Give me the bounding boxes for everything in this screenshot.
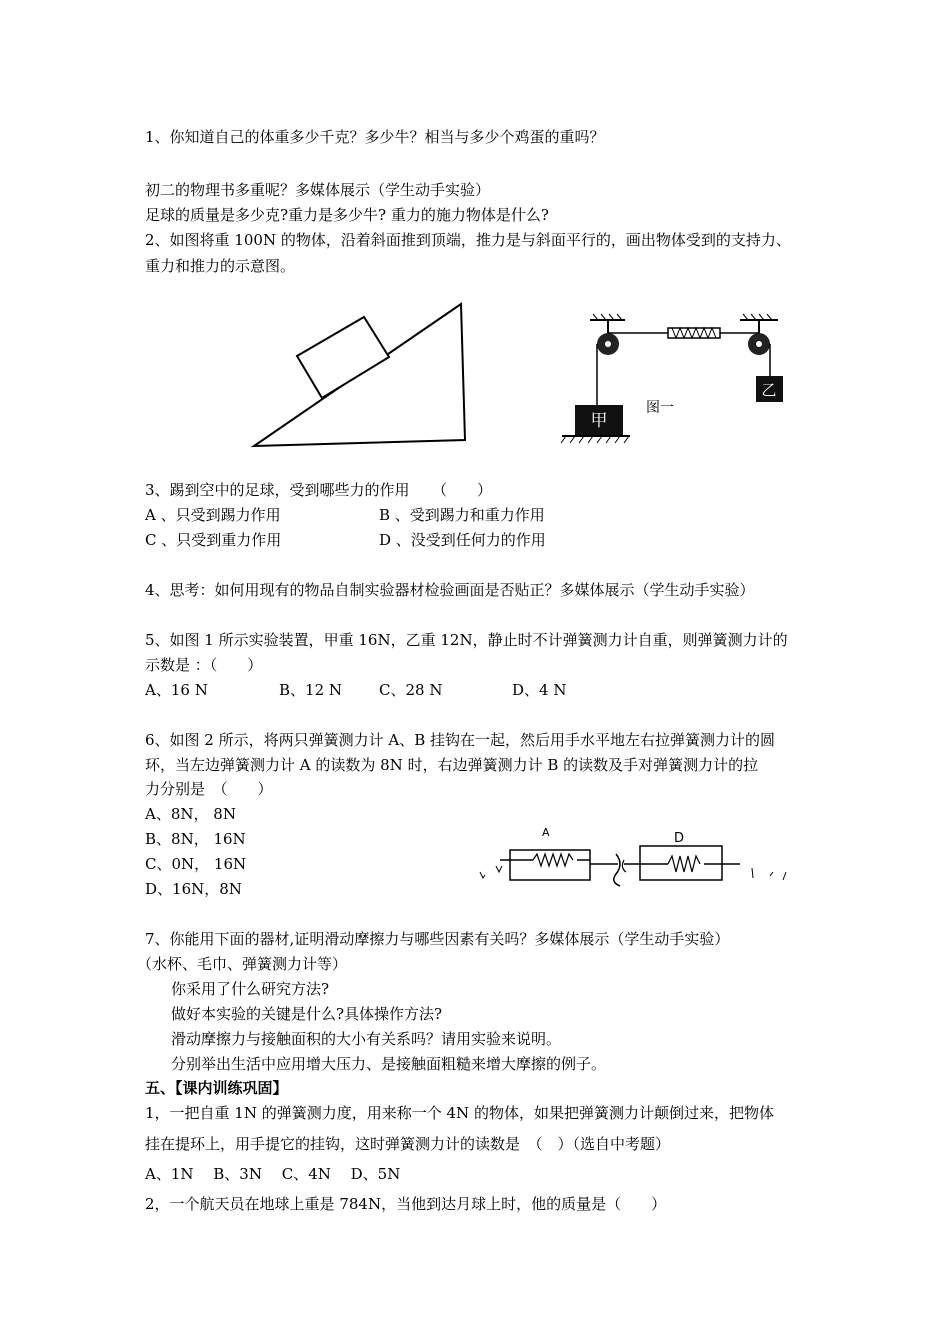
paragraph-physics-book: 初二的物理书多重呢？多媒体展示（学生动手实验） — [145, 181, 491, 199]
spring-scales-figure — [478, 820, 793, 890]
question-6-option-a: A、8N， 8N — [145, 805, 236, 823]
question-7-line-1: 7、你能用下面的器材,证明滑动摩擦力与哪些因素有关吗？多媒体展示（学生动手实验） — [145, 930, 730, 948]
training-1-line-1: 1，一把自重 1N 的弹簧测力度，用来称一个 4N 的物体，如果把弹簧测力计颠倒过来，把物体 — [145, 1104, 774, 1122]
block-jia-label: 甲 — [590, 411, 608, 431]
question-7-sub-3: 滑动摩擦力与接触面积的大小有关系吗？请用实验来说明。 — [171, 1030, 562, 1048]
question-5-line-2: 示数是 ：（ ） — [145, 656, 263, 674]
question-6-line-2: 环，当左边弹簧测力计 A 的读数为 8N 时，右边弹簧测力计 B 的读数及手对弹簧测力计的拉 — [145, 756, 759, 774]
question-6-option-b: B、8N， 16N — [145, 830, 246, 848]
spring-scale-a — [510, 850, 590, 880]
ceiling-left — [590, 314, 625, 334]
question-5-option-b: B、12 N — [279, 681, 343, 699]
training-2: 2，一个航天员在地球上重是 784N，当他到达月球上时，他的质量是（ ） — [145, 1195, 667, 1213]
scale-a-tag: A — [542, 826, 550, 839]
question-5-option-d: D、4 N — [512, 681, 567, 699]
pulley-figure — [560, 310, 800, 450]
scale-b-tag: D — [674, 831, 685, 846]
question-2-line-1: 2、如图将重 100N 的物体，沿着斜面推到顶端，推力是与斜面平行的，画出物体受到的支持力、 — [145, 231, 791, 249]
paragraph-football: 足球的质量是多少克?重力是多少牛? 重力的施力物体是什么? — [145, 206, 549, 224]
question-5-line-1: 5、如图 1 所示实验装置，甲重 16N，乙重 12N，静止时不计弹簧测力计自重，则弹簧测力计的 — [145, 631, 788, 649]
block-yi-label: 乙 — [761, 381, 777, 399]
question-7-line-2: （水杯、毛巾、弹簧测力计等） — [137, 955, 348, 973]
question-6-option-c: C、0N， 16N — [145, 855, 247, 873]
question-7-sub-2: 做好本实验的关键是什么?具体操作方法? — [171, 1005, 443, 1023]
ceiling-right — [740, 314, 778, 334]
question-3-option-d: D 、没受到任何力的作用 — [379, 531, 546, 549]
section-5-heading: 五、【课内训练巩固】 — [145, 1079, 288, 1097]
question-2-line-2: 重力和推力的示意图。 — [145, 257, 296, 275]
question-6-line-1: 6、如图 2 所示，将两只弹簧测力计 A、B 挂钩在一起，然后用手水平地左右拉弹簧测力计的圆 — [145, 731, 776, 749]
question-5-option-a: A、16 N — [145, 681, 208, 699]
incline-figure — [240, 295, 480, 455]
question-5-option-c: C、28 N — [379, 681, 443, 699]
training-1-line-2: 挂在提环上，用手提它的挂钩，这时弹簧测力计的读数是 （ ）（选自中考题） — [145, 1135, 671, 1153]
spring-scale-b — [640, 846, 722, 880]
question-6-line-3: 力分别是 （ ） — [145, 780, 273, 798]
training-1-options: A、1N B、3N C、4N D、5N — [145, 1165, 401, 1183]
question-3-option-c: C 、只受到重力作用 — [145, 531, 282, 549]
block-on-incline — [297, 317, 389, 398]
question-4: 4、思考：如何用现有的物品自制实验器材检验画面是否贴正？多媒体展示（学生动手实验） — [145, 581, 755, 599]
figure-1-caption: 图一 — [646, 400, 674, 416]
question-3-option-b: B 、受到踢力和重力作用 — [379, 506, 545, 524]
question-6-option-d: D、16N，8N — [145, 880, 242, 898]
question-7-sub-1: 你采用了什么研究方法? — [171, 980, 330, 998]
question-1: 1、你知道自己的体重多少千克？多少牛？相当与多少个鸡蛋的重吗？ — [145, 128, 605, 146]
question-3-option-a: A 、只受到踢力作用 — [145, 506, 281, 524]
question-3-stem: 3、踢到空中的足球，受到哪些力的作用 （ ） — [145, 481, 493, 499]
question-7-sub-4: 分别举出生活中应用增大压力、是接触面粗糙来增大摩擦的例子。 — [171, 1055, 607, 1073]
